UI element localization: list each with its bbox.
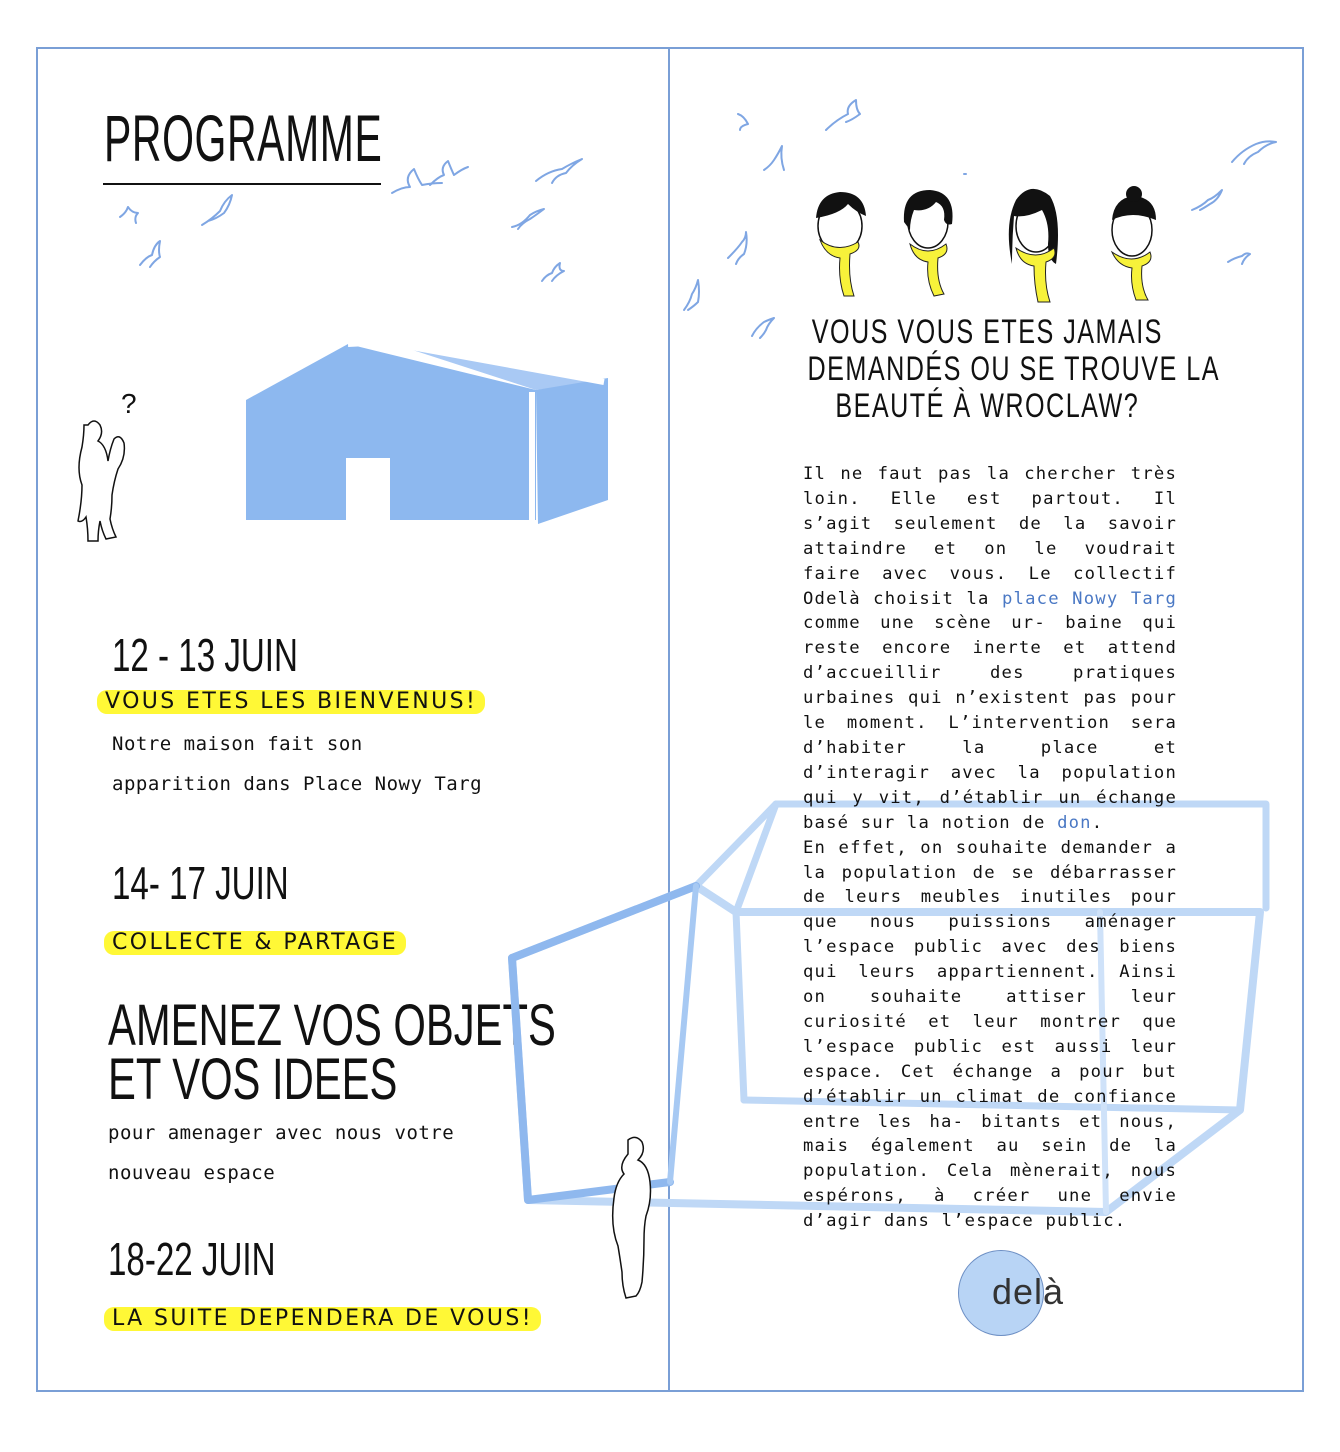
- bird-icon: [120, 207, 138, 223]
- body-p2: En effet, on souhaite demander a la population de se débarrasser de leurs meubles inutiles pour que nous puissions aménager l’espace public avec des biens qui leurs appartiennent. Ainsi on souhaite attiser leur curiosité et leur montrer que l’espace public est aussi leur espace. Cet échange a pour but d’établir un climat de confiance entre les ha- bitants et nous, mais également au sein de la population. Cela mènerait, nous espérons, à créer une envie d’agir dans l’espace public.: [803, 837, 1177, 1232]
- bird-icon: [1232, 141, 1276, 164]
- schedule-headline-2b: ET VOS IDEES: [108, 1047, 398, 1112]
- house-illustration: [238, 330, 618, 530]
- bird-icon: [140, 241, 160, 267]
- schedule-desc-1a: Notre maison fait son: [112, 733, 363, 755]
- bird-icon: [536, 159, 582, 183]
- schedule-desc-2b: nouveau espace: [108, 1162, 276, 1184]
- schedule-headline-2a: AMENEZ VOS OBJETS: [108, 993, 556, 1058]
- thinking-person-illustration: [70, 415, 140, 550]
- portrait-3: [1009, 189, 1058, 302]
- bird-icon: [684, 280, 699, 310]
- bird-icon: [728, 232, 747, 264]
- schedule-desc-1b: apparition dans Place Nowy Targ: [112, 773, 483, 795]
- birds-illustration-left: [110, 145, 590, 285]
- body-text: [803, 462, 1177, 1234]
- question-line-3: BEAUTÉ À WROCLAW?: [835, 387, 1140, 425]
- bird-icon: [1192, 190, 1222, 210]
- bird-icon: [738, 114, 748, 130]
- logo-text: delà: [992, 1271, 1065, 1312]
- place-link: place Nowy Targ: [1002, 588, 1178, 609]
- bird-icon: [826, 100, 860, 130]
- schedule-date-1: 12 - 13 JUIN: [112, 629, 298, 681]
- body-p1-before: Il ne faut pas la chercher très loin. Elle est partout. Il s’agit seulement de la savoir attaindre et on le voudrait faire avec vous. Le collectif Odelà choisit la: [803, 464, 1177, 609]
- question-line-2: DEMANDÉS OU SE TROUVE LA: [807, 350, 1221, 388]
- standing-person-illustration: [606, 1134, 666, 1306]
- bird-icon: [430, 161, 468, 185]
- question-line-1: VOUS VOUS ETES JAMAIS: [811, 313, 1164, 351]
- schedule-tagline-3: LA SUITE DEPENDERA DE VOUS!: [104, 1307, 541, 1331]
- page-title: PROGRAMME: [104, 101, 383, 175]
- question-mark: ?: [121, 388, 137, 419]
- bird-icon: [1228, 253, 1250, 264]
- schedule-desc-2a: pour amenager avec nous votre: [108, 1122, 455, 1144]
- schedule-tagline-1: VOUS ETES LES BIENVENUS!: [97, 690, 485, 714]
- body-p1-middle: comme une scène ur- baine qui reste encore inerte et attend d’accueillir des pratiques urbaines qui n’existent pas pour le moment. L’intervention sera d’habiter la place et d’interagir avec la population qui y vit, d’établir un échange basé sur la notion de: [803, 613, 1177, 833]
- don-link: don: [1057, 812, 1092, 833]
- portrait-4: [1112, 186, 1156, 300]
- question-heading: [735, 314, 1240, 425]
- collective-portraits-illustration: [800, 180, 1180, 310]
- schedule-date-3: 18-22 JUIN: [108, 1233, 276, 1285]
- bird-icon: [542, 263, 564, 281]
- schedule-date-2: 14- 17 JUIN: [112, 857, 289, 909]
- portrait-2: [904, 190, 953, 296]
- body-p1-end: .: [1091, 812, 1104, 833]
- bird-icon: [512, 209, 544, 229]
- portrait-1: [816, 192, 866, 296]
- bird-icon: [202, 195, 232, 225]
- bird-icon: [764, 146, 784, 170]
- schedule-tagline-2: COLLECTE & PARTAGE: [104, 931, 406, 955]
